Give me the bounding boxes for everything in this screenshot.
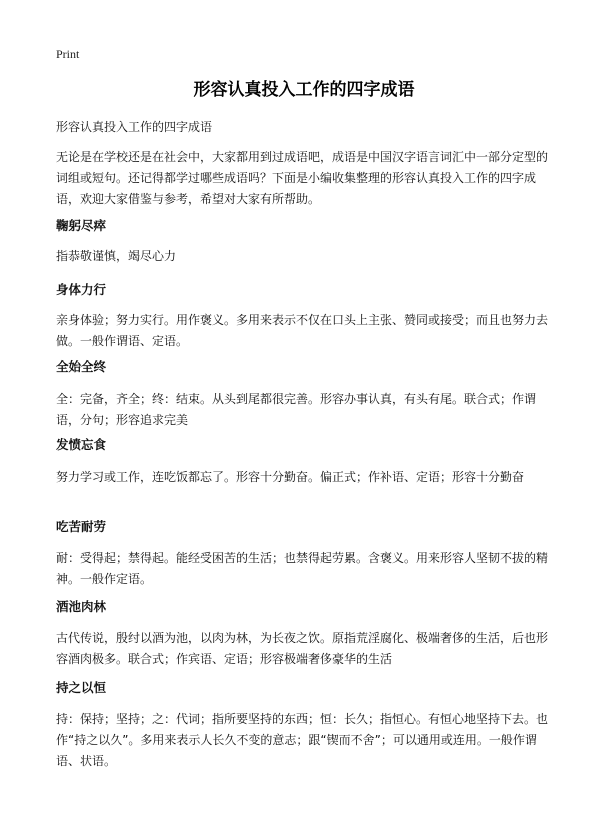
entry-definition: 努力学习或工作，连吃饭都忘了。形容十分勤奋。偏正式；作补语、定语；形容十分勤奋 [56,470,525,484]
entry-title: 吃苦耐劳 [56,519,107,534]
entry-definition: 古代传说，殷纣以酒为池，以肉为林，为长夜之饮。原指荒淫腐化、极端奢侈的生活，后也形容酒肉极多。联合式；作宾语、定语；形容极端奢侈豪华的生活 [56,631,549,666]
entry-definition: 持：保持；坚持；之：代词；指所要坚持的东西；恒：长久；指恒心。有恒心地坚持下去。也作“持之以久”。多用来表示人长久不变的意志；跟“锲而不舍”；可以通用或连用。一般作谓语、状语。 [56,712,549,768]
entry-title: 持之以恒 [56,680,107,695]
print-link[interactable]: Print [56,47,80,61]
entry-title: 全始全终 [56,359,107,374]
entry-definition: 指恭敬谨慎，竭尽心力 [56,249,177,263]
entry-definition: 全：完备，齐全；终：结束。从头到尾都很完善。形容办事认真，有头有尾。联合式；作谓语，分句；形容追求完美 [56,392,537,427]
subtitle: 形容认真投入工作的四字成语 [56,120,213,134]
page-title: 形容认真投入工作的四字成语 [193,80,415,100]
entry-title: 鞠躬尽瘁 [56,218,107,233]
entry-title: 身体力行 [56,282,107,297]
entry-definition: 亲身体验；努力实行。用作褒义。多用来表示不仅在口头上主张、赞同或接受；而且也努力去做。一般作谓语、定语。 [56,313,549,348]
entry-definition: 耐：受得起；禁得起。能经受困苦的生活；也禁得起劳累。含褒义。用来形容人坚韧不拔的精神。一般作定语。 [56,551,549,586]
intro-paragraph: 无论是在学校还是在社会中，大家都用到过成语吧，成语是中国汉字语言词汇中一部分定型的词组或短句。还记得都学过哪些成语吗？下面是小编收集整理的形容认真投入工作的四字成语，欢迎大家借鉴与参考，希望对大家有所帮助。 [56,150,549,206]
entry-title: 发愤忘食 [56,437,107,452]
entry-title: 酒池肉林 [56,599,107,614]
